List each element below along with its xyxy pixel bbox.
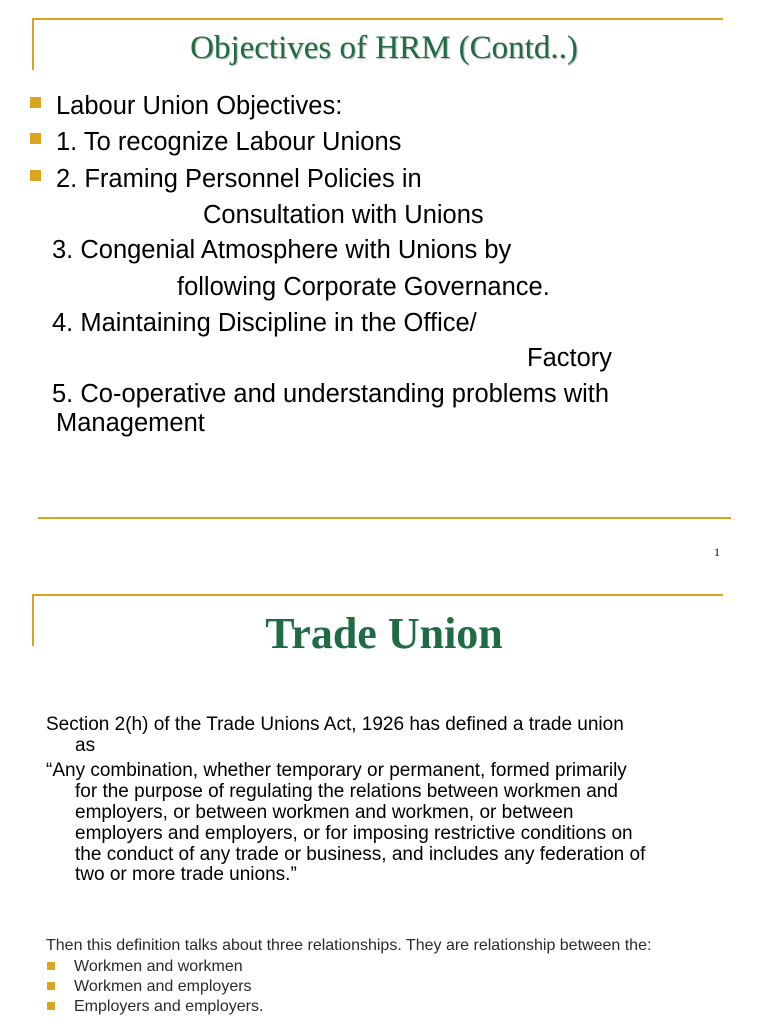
- quote-line: the conduct of any trade or business, and includes any federation of: [75, 844, 646, 865]
- bullet-square-icon: [47, 962, 55, 970]
- quote-line: two or more trade unions.”: [75, 864, 297, 885]
- bullet-square-icon: [30, 133, 41, 144]
- quote-line: employers and employers, or for imposing restrictive conditions on: [75, 823, 633, 844]
- body-line: following Corporate Governance.: [177, 273, 550, 301]
- quote-line: for the purpose of regulating the relations between workmen and: [75, 781, 618, 802]
- definition-line: as: [75, 735, 96, 756]
- slide1-top-rule: [32, 18, 723, 20]
- slide2-top-rule: [32, 594, 723, 596]
- definition-line: Section 2(h) of the Trade Unions Act, 1926 has defined a trade union: [46, 714, 624, 735]
- bullet-square-icon: [30, 97, 41, 108]
- body-line: Factory: [527, 344, 613, 372]
- bullet-square-icon: [47, 982, 55, 990]
- relationship-item: Workmen and workmen: [74, 958, 243, 975]
- bullet-text: 1. To recognize Labour Unions: [56, 128, 402, 156]
- slide1-bottom-rule: [38, 517, 731, 519]
- body-line: 3. Congenial Atmosphere with Unions by: [52, 236, 512, 264]
- quote-line: employers, or between workmen and workmen, or between: [75, 802, 574, 823]
- body-line: Management: [56, 409, 205, 437]
- bullet-text: 2. Framing Personnel Policies in: [56, 165, 422, 193]
- page-number: 1: [714, 545, 720, 559]
- slide2-title: Trade Union: [265, 609, 503, 658]
- body-line: 5. Co-operative and understanding problems with: [52, 380, 610, 408]
- bullet-square-icon: [47, 1002, 55, 1010]
- quote-line: “Any combination, whether temporary or permanent, formed primarily: [46, 760, 627, 781]
- relationships-intro: Then this definition talks about three relationships. They are relationship between the:: [46, 937, 652, 954]
- bullet-square-icon: [30, 170, 41, 181]
- body-line: Consultation with Unions: [203, 201, 484, 229]
- body-line: 4. Maintaining Discipline in the Office/: [52, 309, 477, 337]
- relationship-item: Workmen and employers: [74, 978, 252, 995]
- bullet-text: Labour Union Objectives:: [56, 92, 343, 120]
- relationship-item: Employers and employers.: [74, 998, 264, 1015]
- slide1-title: Objectives of HRM (Contd..): [190, 30, 578, 66]
